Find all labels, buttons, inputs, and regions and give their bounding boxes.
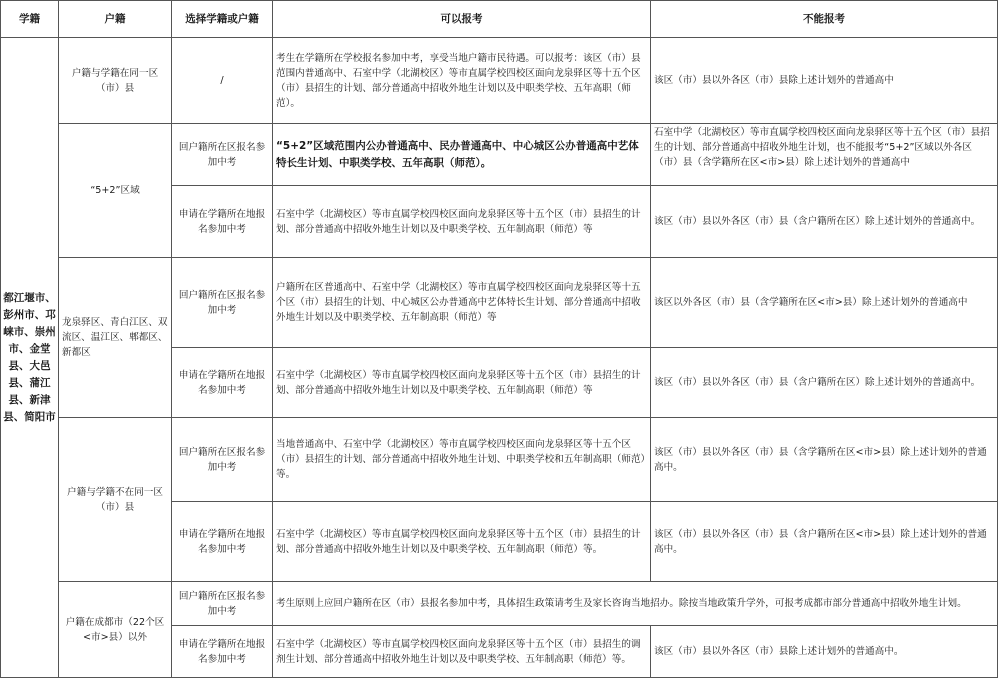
choose-cell: /: [172, 38, 273, 124]
huji-cell: “5+2”区域: [59, 124, 172, 258]
header-huji: 户籍: [59, 1, 172, 38]
choose-cell: 申请在学籍所在地报名参加中考: [172, 186, 273, 258]
can-cell: 户籍所在区普通高中、石室中学（北湖校区）等市直属学校四校区面向龙泉驿区等十五个区（市）县招生的计划、中心城区公办普通高中艺体特长生计划、部分普通高中招收外地生计划以及中职类学校、五年制高职（师范）等: [273, 258, 651, 348]
choose-cell: 回户籍所在区报名参加中考: [172, 124, 273, 186]
table-row: [1, 582, 998, 626]
cannot-cell: 该区（市）县以外各区（市）县除上述计划外的普通高中。: [651, 626, 998, 678]
choose-cell: 回户籍所在区报名参加中考: [172, 582, 273, 626]
header-row: [1, 1, 998, 38]
cannot-cell: 该区（市）县以外各区（市）县（含学籍所在区<市>县）除上述计划外的普通高中。: [651, 418, 998, 502]
cannot-cell: 该区（市）县以外各区（市）县除上述计划外的普通高中: [651, 38, 998, 124]
header-choose: 选择学籍或户籍: [172, 1, 273, 38]
header-can: 可以报考: [273, 1, 651, 38]
choose-cell: 回户籍所在区报名参加中考: [172, 258, 273, 348]
can-cell: “5+2”区域范围内公办普通高中、民办普通高中、中心城区公办普通高中艺体特长生计划、中职类学校、五年高职（师范）。: [273, 124, 651, 186]
cannot-cell: 该区（市）县以外各区（市）县（含户籍所在区）除上述计划外的普通高中。: [651, 186, 998, 258]
header-cannot: 不能报考: [651, 1, 998, 38]
can-cell: 当地普通高中、石室中学（北湖校区）等市直属学校四校区面向龙泉驿区等十五个区（市）县招生的计划、部分普通高中招收外地生计划、中职类学校和五年制高职（师范）等。: [273, 418, 651, 502]
can-cell: 考生在学籍所在学校报名参加中考，享受当地户籍市民待遇。可以报考：该区（市）县范围内普通高中、石室中学（北湖校区）等市直属学校四校区面向龙泉驿区等十五个区（市）县招生的计划、部分普通高中招收外地生计划以及中职类学校、五年高职（师范）。: [273, 38, 651, 124]
choose-cell: 申请在学籍所在地报名参加中考: [172, 626, 273, 678]
can-cell: 石室中学（北湖校区）等市直属学校四校区面向龙泉驿区等十五个区（市）县招生的计划、部分普通高中招收外地生计划以及中职类学校、五年制高职（师范）等: [273, 186, 651, 258]
cannot-cell: 石室中学（北湖校区）等市直属学校四校区面向龙泉驿区等十五个区（市）县招生的计划、部分普通高中招收外地生计划，也不能报考“5+2”区域以外各区（市）县（含学籍所在区<市>县）除上述计划外的普通高中: [651, 124, 998, 186]
huji-cell: 龙泉驿区、青白江区、双流区、温江区、郫都区、新都区: [59, 258, 172, 418]
header-xueji: 学籍: [1, 1, 59, 38]
can-cell: 石室中学（北湖校区）等市直属学校四校区面向龙泉驿区等十五个区（市）县招生的调剂生计划、部分普通高中招收外地生计划以及中职类学校、五年制高职（师范）等。: [273, 626, 651, 678]
huji-cell: 户籍与学籍不在同一区（市）县: [59, 418, 172, 582]
can-cell: 考生原则上应回户籍所在区（市）县报名参加中考，具体招生政策请考生及家长咨询当地招办。除按当地政策升学外，可报考成都市部分普通高中招收外地生计划。: [273, 582, 998, 626]
choose-cell: 申请在学籍所在地报名参加中考: [172, 348, 273, 418]
cannot-cell: 该区以外各区（市）县（含学籍所在区<市>县）除上述计划外的普通高中: [651, 258, 998, 348]
can-cell: 石室中学（北湖校区）等市直属学校四校区面向龙泉驿区等十五个区（市）县招生的计划、部分普通高中招收外地生计划以及中职类学校、五年制高职（师范）等: [273, 348, 651, 418]
cannot-cell: 该区（市）县以外各区（市）县（含户籍所在区<市>县）除上述计划外的普通高中。: [651, 502, 998, 582]
can-cell: 石室中学（北湖校区）等市直属学校四校区面向龙泉驿区等十五个区（市）县招生的计划、部分普通高中招收外地生计划以及中职类学校、五年制高职（师范）等。: [273, 502, 651, 582]
table-row: [1, 258, 998, 348]
area-cell: 都江堰市、彭州市、邛崃市、崇州市、金堂县、大邑县、蒲江县、新津县、简阳市: [1, 38, 59, 678]
choose-cell: 申请在学籍所在地报名参加中考: [172, 502, 273, 582]
table-row: [1, 124, 998, 186]
table-row: [1, 38, 998, 124]
table-row: [1, 418, 998, 502]
huji-cell: 户籍与学籍在同一区（市）县: [59, 38, 172, 124]
cannot-cell: 该区（市）县以外各区（市）县（含户籍所在区）除上述计划外的普通高中。: [651, 348, 998, 418]
choose-cell: 回户籍所在区报名参加中考: [172, 418, 273, 502]
huji-cell: 户籍在成都市（22个区<市>县）以外: [59, 582, 172, 678]
